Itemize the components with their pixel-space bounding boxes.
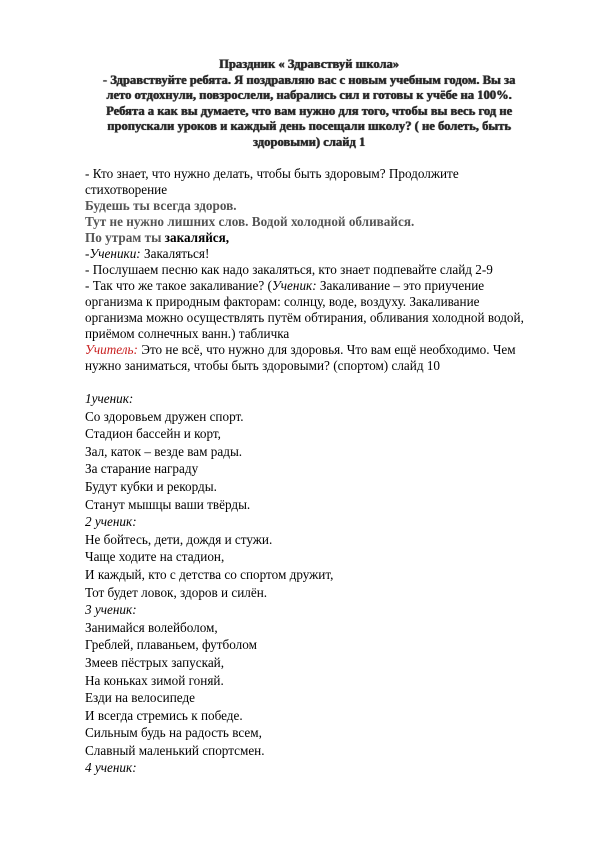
verse-speaker-label: 1ученик: xyxy=(85,391,134,406)
verse-line: И каждый, кто с детства со спортом дружит, xyxy=(85,566,334,582)
verse-line: Змеев пёстрых запускай, xyxy=(85,654,225,670)
document-title: Праздник « Здравствуй школа» xyxy=(219,57,399,71)
verse-line: Чаще ходите на стадион, xyxy=(85,549,225,565)
verse-line: Стадион бассейн и корт, xyxy=(85,426,221,442)
verse-speaker-label: 2 ученик: xyxy=(85,514,137,530)
paragraph: организма к природным факторам: солнцу, воде, воздуху. Закаливание xyxy=(85,294,480,309)
speaker-label: Ученик: xyxy=(271,278,317,293)
verse-speaker-label: 4 ученик: xyxy=(85,760,137,776)
verse-line: Станут мышцы ваши твёрды. xyxy=(85,496,251,512)
verse-block xyxy=(85,390,535,513)
verse-block xyxy=(85,759,535,777)
header-line: пропускали уроков и каждый день посещали школу? ( не болеть, быть xyxy=(107,119,511,134)
poem-line: Тут не нужно лишних слов. Водой холодной обливайся. xyxy=(85,214,415,229)
paragraph xyxy=(85,246,535,262)
paragraph xyxy=(85,278,535,294)
verse-line: За старание награду xyxy=(85,461,199,477)
document-body xyxy=(85,166,535,777)
poem-fragment-emphasis: закаляйся, xyxy=(164,230,230,245)
speaker-text: Закаляться! xyxy=(140,246,210,261)
verse-line: Зал, каток – везде вам рады. xyxy=(85,443,243,459)
spacer xyxy=(85,374,535,390)
verse-line: Славный маленький спортсмен. xyxy=(85,742,265,758)
verse-block xyxy=(85,601,535,759)
paragraph: организма можно осуществлять путём обтирания, обливания холодной водой, xyxy=(85,310,524,325)
verse-line: И всегда стремись к победе. xyxy=(85,707,243,723)
paragraph: - Послушаем песню как надо закаляться, кто знает подпевайте слайд 2-9 xyxy=(85,262,493,277)
header-line: здоровыми) слайд 1 xyxy=(252,134,366,149)
header-line: - Здравствуйте ребята. Я поздравляю вас с новым учебным годом. Вы за xyxy=(102,72,516,87)
speaker-label: -Ученики: xyxy=(85,246,141,261)
verse-line: Греблей, плаваньем, футболом xyxy=(85,637,257,653)
header-line: лето отдохнули, повзрослели, набрались сил и готовы к учёбе на 100%. xyxy=(106,88,512,103)
document-header xyxy=(78,57,540,151)
poem-line xyxy=(85,230,535,246)
verse-line: Езди на велосипеде xyxy=(85,690,196,706)
paragraph: нужно заниматься, чтобы быть здоровыми? (спортом) слайд 10 xyxy=(85,358,441,373)
paragraph: стихотворение xyxy=(85,182,168,197)
verse-line: Не бойтесь, дети, дождя и стужи. xyxy=(85,531,273,547)
verse-line: Сильным будь на радость всем, xyxy=(85,725,262,741)
poem-line: Будешь ты всегда здоров. xyxy=(85,198,237,213)
header-line: Ребята а как вы думаете, что вам нужно для того, чтобы вы весь год не xyxy=(105,103,513,118)
paragraph-text: - Так что же такое закаливание? ( xyxy=(85,278,272,293)
verse-line: На коньках зимой гоняй. xyxy=(85,672,224,688)
paragraph: приёмом солнечных ванн.) табличка xyxy=(85,326,290,341)
paragraph-text: Это не всё, что нужно для здоровья. Что вам ещё необходимо. Чем xyxy=(137,342,516,357)
verse-line: Занимайся волейболом, xyxy=(85,619,218,635)
teacher-label: Учитель: xyxy=(85,342,138,357)
paragraph xyxy=(85,342,535,358)
verse-speaker-label: 3 ученик: xyxy=(85,602,137,618)
paragraph-text: Закаливание – это приучение xyxy=(316,278,485,293)
verse-line: Тот будет ловок, здоров и силён. xyxy=(85,584,268,600)
poem-fragment: По утрам ты xyxy=(85,230,165,245)
verse-block xyxy=(85,513,535,601)
verse-line: Будут кубки и рекорды. xyxy=(85,478,217,494)
paragraph: - Кто знает, что нужно делать, чтобы быть здоровым? Продолжите xyxy=(85,166,459,181)
verse-line: Со здоровьем дружен спорт. xyxy=(85,408,244,424)
